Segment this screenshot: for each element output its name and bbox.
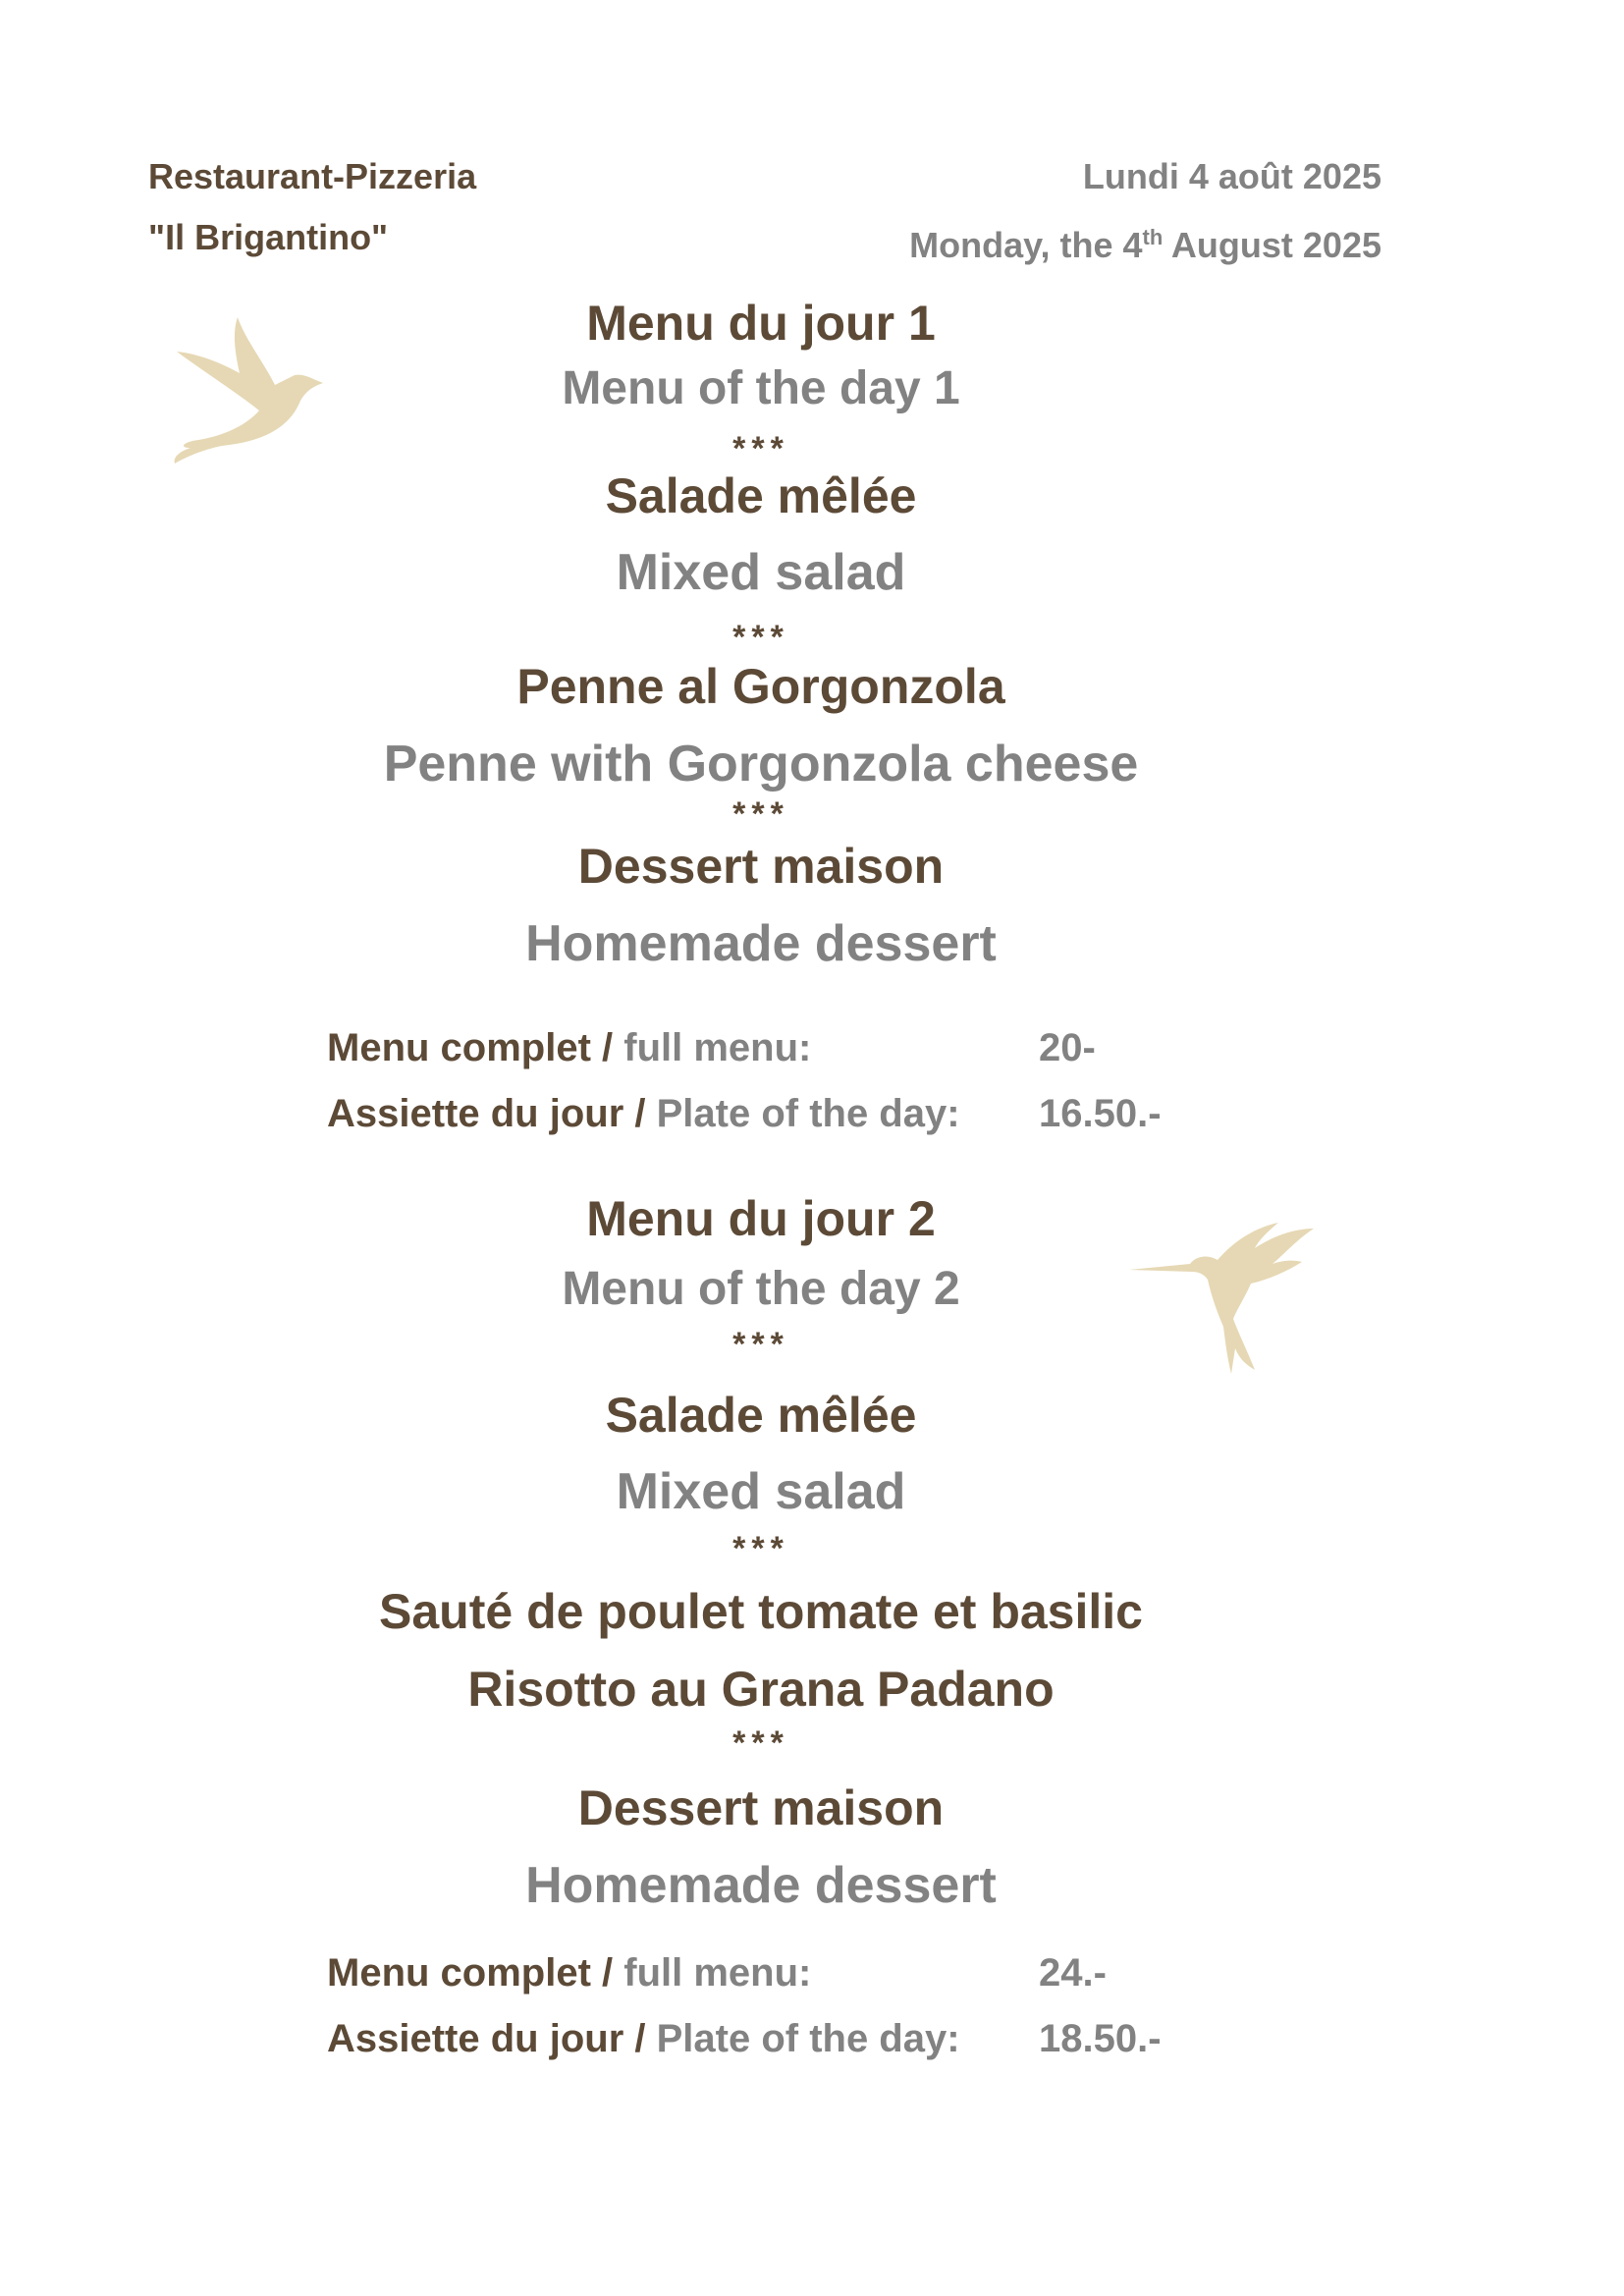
menu2-full-price: 24.- [1039,1951,1107,1995]
menu1-starter: Salade mêlée [605,468,917,523]
menu2-plate-price: 18.50.- [1039,2017,1162,2060]
menu2-title-en: Menu of the day 2 [562,1263,960,1315]
menu2-dessert: Dessert maison [577,1780,945,1835]
menu1-plate-price-row: Assiette du jour / Plate of the day: 16.50.- [327,1092,1162,1135]
menu1-starter-en: Mixed salad [616,544,906,601]
menu2-main: Sauté de poulet tomate et basilic [379,1584,1143,1639]
menu2-title: Menu du jour 2 [586,1191,936,1246]
menu2-starter: Salade mêlée [605,1388,917,1443]
menu2-side: Risotto au Grana Padano [467,1662,1055,1717]
menu2-full-price-row: Menu complet / full menu: 24.- [327,1951,1107,1995]
menu2-separator: *** [732,1724,789,1762]
menu2-starter-en: Mixed salad [616,1463,906,1520]
menu1-plate-price: 16.50.- [1039,1092,1162,1135]
menu1-dessert-en: Homemade dessert [525,915,997,972]
date-french: Lundi 4 août 2025 [1082,156,1381,196]
menu1-full-price: 20- [1039,1026,1096,1069]
restaurant-subtitle: "Il Brigantino" [148,217,389,257]
menu1-title: Menu du jour 1 [586,296,936,351]
menu2-separator: *** [732,1326,789,1363]
menu2-plate-price-row: Assiette du jour / Plate of the day: 18.50.- [327,2017,1162,2060]
date-english: Monday, the 4th August 2025 [909,225,1381,265]
menu1-full-price-row: Menu complet / full menu: 20- [327,1026,1096,1069]
menu2-dessert-en: Homemade dessert [525,1857,997,1914]
menu1-separator: *** [732,619,789,656]
restaurant-name: Restaurant-Pizzeria [148,156,477,196]
menu1-separator: *** [732,795,789,833]
menu1-main: Penne al Gorgonzola [516,659,1005,714]
menu1-dessert: Dessert maison [577,839,945,894]
menu1-main-en: Penne with Gorgonzola cheese [383,736,1139,793]
menu1-separator: *** [732,430,789,467]
menu1-title-en: Menu of the day 1 [562,362,960,414]
menu2-separator: *** [732,1530,789,1567]
